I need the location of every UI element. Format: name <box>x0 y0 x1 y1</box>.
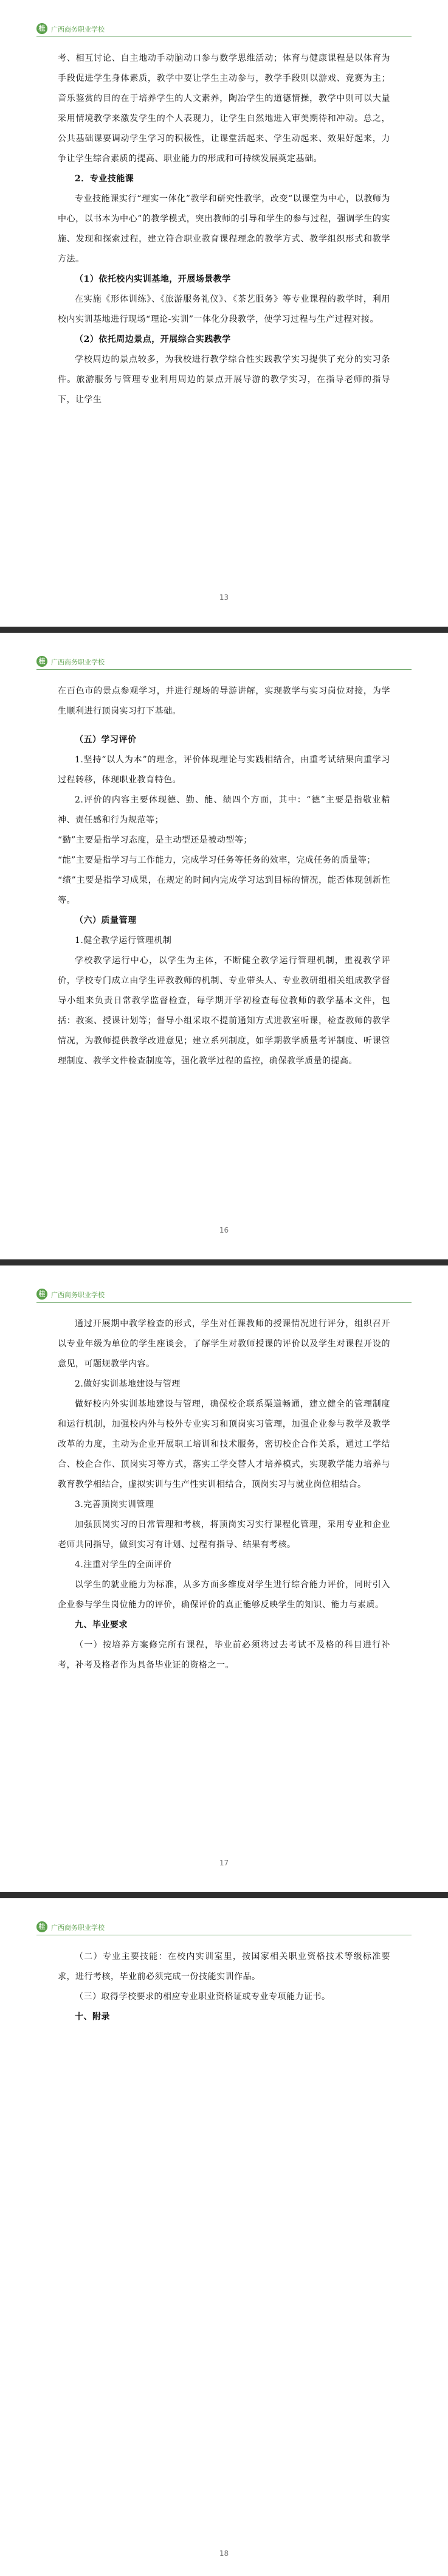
document-page-13 <box>0 0 448 627</box>
document-page-16 <box>0 633 448 1259</box>
page-separator <box>0 627 448 633</box>
school-name: 广西商务职业学校 <box>51 1924 105 1932</box>
page-number: 17 <box>219 1859 229 1867</box>
page-body <box>58 49 390 410</box>
subheading: 2．专业技能课 <box>75 174 134 184</box>
paragraph: （二）专业主要技能：在校内实训室里，按国家相关职业资格技术等级标准要求，进行考核，毕业前必须完成一份技能实训作品。 <box>58 1952 390 1982</box>
page-number: 18 <box>219 2549 229 2558</box>
section-heading: 九、毕业要求 <box>75 1620 128 1630</box>
subheading: 2.做好实训基地建设与管理 <box>75 1379 181 1389</box>
page-header <box>36 1289 412 1303</box>
subheading: 4.注重对学生的全面评价 <box>75 1560 172 1570</box>
paragraph: “绩”主要是指学习成果，在规定的时间内完成学习达到目标的情况，能否体现创新性等。 <box>58 875 390 905</box>
paragraph: 以学生的就业能力为标准，从多方面多维度对学生进行综合能力评价，同时引入企业参与学生岗位能力的评价，确保评价的真正能够反映学生的知识、能力与素质。 <box>58 1580 390 1610</box>
page-separator <box>0 1259 448 1265</box>
page-header <box>36 1921 412 1935</box>
subheading: （1）依托校内实训基地，开展场景教学 <box>75 274 231 284</box>
page-body <box>58 1314 390 1676</box>
section-heading: （六）质量管理 <box>75 916 137 925</box>
page-header <box>36 656 412 670</box>
school-name: 广西商务职业学校 <box>51 1291 105 1299</box>
school-name: 广西商务职业学校 <box>51 26 105 33</box>
school-logo-icon: 桂 <box>36 23 47 34</box>
school-logo-icon: 桂 <box>36 1289 47 1300</box>
page-body <box>58 681 390 1071</box>
paragraph: 通过开展期中教学检查的形式，学生对任课教师的授课情况进行评分，组织召开以专业年级为单位的学生座谈会，了解学生对教师授课的评价以及学生对课程开设的意见，可题规教学内容。 <box>58 1319 390 1369</box>
subheading: 3.完善顶岗实训管理 <box>75 1500 154 1509</box>
page-separator <box>0 1892 448 1898</box>
page-number: 13 <box>219 593 229 602</box>
document-page-17 <box>0 1265 448 1892</box>
paragraph: 在实施《形体训练》、《旅游服务礼仪》、《茶艺服务》等专业课程的教学时，利用校内实训基地进行现场“理论-实训”一体化分段教学，使学习过程与生产过程对接。 <box>58 294 390 324</box>
section-heading: 十、附录 <box>75 2012 110 2022</box>
paragraph: 2.评价的内容主要体现德、勤、能、绩四个方面，其中：“德”主要是指敬业精神、责任感和行为规范等； <box>58 795 390 825</box>
school-logo-icon: 桂 <box>36 656 47 667</box>
page-body <box>58 1947 390 2027</box>
page-number: 16 <box>219 1226 229 1234</box>
paragraph: 专业技能课实行“理实一体化”教学和研究性教学，改变“以课堂为中心，以教师为中心，以书本为中心”的教学模式，突出教师的引导和学生的参与过程，强调学生的实施、发现和探索过程，建立符合职业教育课程理念的教学方式、教学组织形式和教学方法。 <box>58 194 390 264</box>
page-header <box>36 23 412 37</box>
section-heading: （五）学习评价 <box>75 735 137 745</box>
subheading: （2）依托周边景点，开展综合实践教学 <box>75 335 231 344</box>
paragraph: 考、相互讨论、自主地动手动脑动口参与数学思维活动；体育与健康课程是以体育为手段促进学生身体素质，教学中要让学生主动参与，教学手段则以游戏、竞赛为主；音乐鉴赏的目的在于培养学生的人文素养，陶冶学生的道德情操，教学中则可以大量采用情境教学来激发学生的个人表现力，让学生自然地进入审美期待和冲动。总之，公共基础课要调动学生学习的积极性，让课堂活起来、学生动起来、效果好起来，力争让学生综合素质的提高、职业能力的形成和可持续发展奠定基础。 <box>58 54 390 164</box>
paragraph: 1.坚持“以人为本”的理念，评价体现理论与实践相结合，由重考试结果向重学习过程转移，体现职业教育特色。 <box>58 755 390 785</box>
paragraph: 加强顶岗实习的日常管理和考核，将顶岗实习实行课程化管理，采用专业和企业老师共同指导，做到实习有计划、过程有指导、结果有考核。 <box>58 1520 390 1550</box>
paragraph: “勤”主要是指学习态度，是主动型还是被动型等； <box>58 835 252 845</box>
paragraph: 学校周边的景点较多，为我校进行教学综合性实践教学实习提供了充分的实习条件。旅游服务与管理专业利用周边的景点开展导游的教学实习，在指导老师的指导下，让学生 <box>58 355 390 405</box>
paragraph: 在百色市的景点参观学习，并进行现场的导游讲解，实现教学与实习岗位对接，为学生顺利进行顶岗实习打下基础。 <box>58 686 390 716</box>
paragraph: “能”主要是指学习与工作能力，完成学习任务等任务的效率，完成任务的质量等； <box>58 855 376 865</box>
paragraph: 学校教学运行中心，以学生为主体，不断健全教学运行管理机制，重视教学评价，学校专门成立由学生评教教师的机制、专业带头人、专业教研组相关组成教学督导小组来负责日常教学监督检查，每学期开学初检查每位教师的教学基本文件，包括：教案、授课计划等；督导小组采取不提前通知方式进教室听课，检查教师的教学情况，为教师提供教学改进意见；建立系列制度，如学期教学质量考评制度、听课管理制度、教学文件检查制度等，强化教学过程的监控，确保教学质量的提高。 <box>58 956 390 1066</box>
document-page-18 <box>0 1898 448 2576</box>
school-name: 广西商务职业学校 <box>51 658 105 666</box>
paragraph: 做好校内外实训基地建设与管理，确保校企联系渠道畅通，建立健全的管理制度和运行机制，加强校内外与校外专业实习和顶岗实习管理，加强企业参与教学及教学改革的力度，主动为企业开展职工培训和技术服务，密切校企合作关系，通过工学结合、校企合作、顶岗实习等方式，落实工学交替人才培养模式，实现教学能力培养与教育教学相结合，虚拟实训与生产性实训相结合，顶岗实习与就业岗位相结合。 <box>58 1399 390 1489</box>
paragraph: （一）按培养方案修完所有课程，毕业前必须将过去考试不及格的科目进行补考，补考及格者作为具备毕业证的资格之一。 <box>58 1640 390 1670</box>
subheading: 1.健全教学运行管理机制 <box>75 936 172 945</box>
school-logo-icon: 桂 <box>36 1921 47 1932</box>
paragraph: （三）取得学校要求的相应专业职业资格证或专业专项能力证书。 <box>75 1992 331 2002</box>
